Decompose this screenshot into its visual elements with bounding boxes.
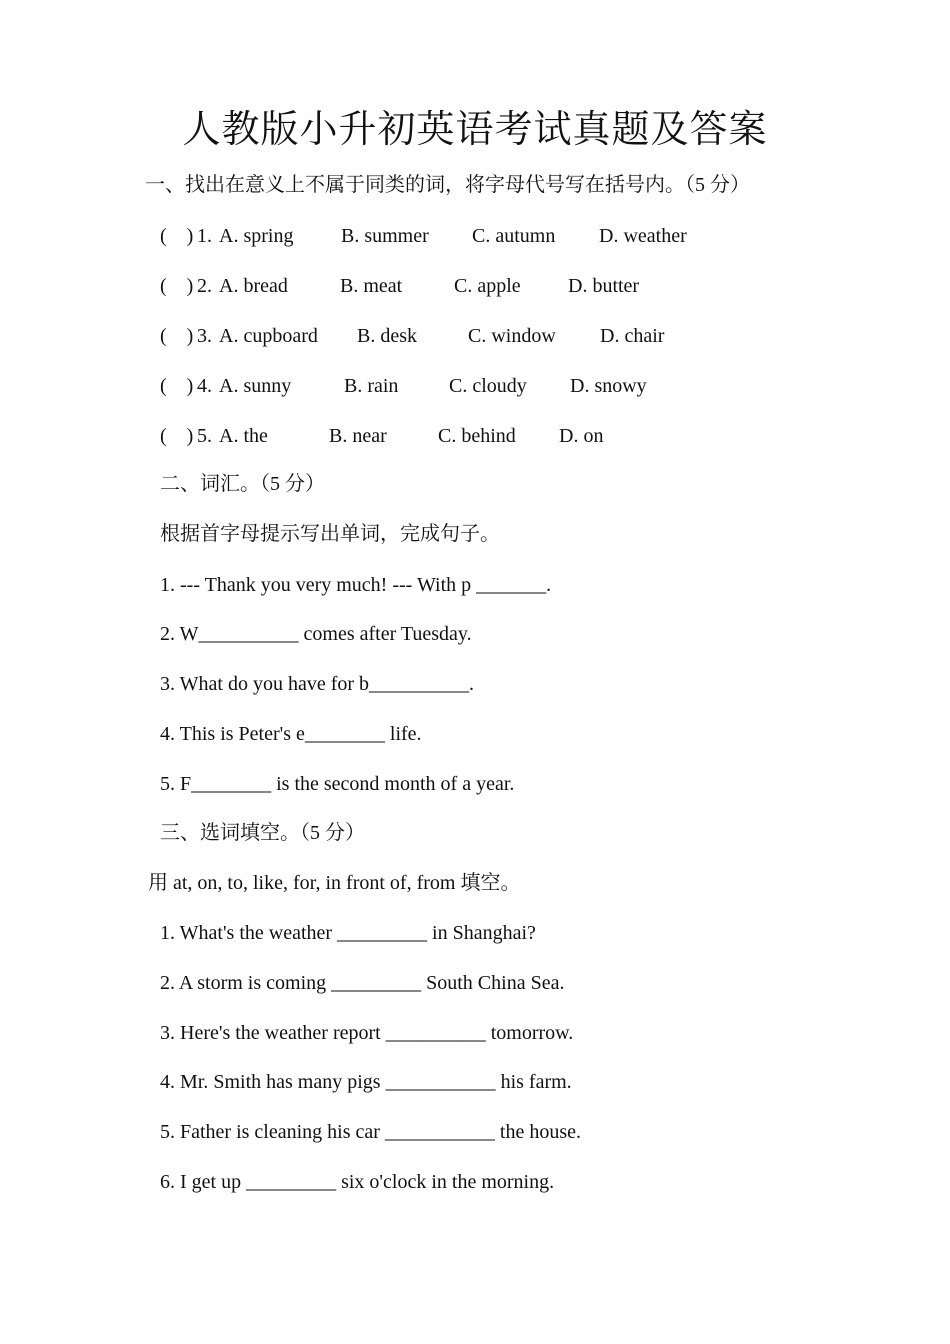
option-b: B. summer — [341, 225, 429, 247]
fill-item: 2. A storm is coming _________ South China Sea. — [160, 972, 565, 994]
item-number: 5. — [197, 425, 212, 447]
option-d: D. weather — [599, 225, 687, 247]
vocab-item: 5. F________ is the second month of a year. — [160, 773, 515, 795]
option-d: D. snowy — [570, 375, 647, 397]
choice-item — [160, 324, 860, 348]
option-d: D. butter — [568, 275, 640, 297]
option-c: C. window — [468, 325, 556, 347]
choice-item — [160, 274, 860, 298]
vocab-item: 1. --- Thank you very much! --- With p _______. — [160, 574, 552, 596]
section3-instruction: 用 at, on, to, like, for, in front of, from 填空。 — [148, 872, 521, 894]
item-number: 4. — [197, 375, 212, 397]
option-a: A. cupboard — [219, 325, 318, 347]
fill-item: 4. Mr. Smith has many pigs ___________ his farm. — [160, 1071, 572, 1093]
section2-instruction: 根据首字母提示写出单词，完成句子。 — [160, 523, 500, 545]
answer-paren: ( ) — [160, 375, 194, 397]
answer-paren: ( ) — [160, 425, 194, 447]
option-b: B. near — [329, 425, 387, 447]
fill-item: 5. Father is cleaning his car ___________ the house. — [160, 1121, 582, 1143]
section2-heading: 二、词汇。（5 分） — [160, 473, 325, 495]
option-a: A. bread — [219, 275, 288, 297]
answer-paren: ( ) — [160, 225, 194, 247]
option-a: A. spring — [219, 225, 294, 247]
option-a: A. the — [219, 425, 268, 447]
fill-item: 6. I get up _________ six o'clock in the morning. — [160, 1171, 555, 1193]
option-d: D. chair — [600, 325, 665, 347]
option-b: B. meat — [340, 275, 403, 297]
option-b: B. desk — [357, 325, 417, 347]
answer-paren: ( ) — [160, 275, 194, 297]
choice-item — [160, 374, 860, 398]
option-a: A. sunny — [219, 375, 292, 397]
vocab-item: 3. What do you have for b__________. — [160, 673, 475, 695]
option-b: B. rain — [344, 375, 399, 397]
item-number: 1. — [197, 225, 212, 247]
option-c: C. apple — [454, 275, 521, 297]
fill-item: 3. Here's the weather report __________ tomorrow. — [160, 1022, 574, 1044]
option-c: C. cloudy — [449, 375, 527, 397]
page-title: 人教版小升初英语考试真题及答案 — [182, 109, 768, 151]
choice-item — [160, 424, 860, 448]
option-c: C. behind — [438, 425, 516, 447]
fill-item: 1. What's the weather _________ in Shanghai? — [160, 922, 536, 944]
vocab-item: 2. W__________ comes after Tuesday. — [160, 623, 472, 645]
option-c: C. autumn — [472, 225, 556, 247]
item-number: 2. — [197, 275, 212, 297]
item-number: 3. — [197, 325, 212, 347]
section1-heading: 一、找出在意义上不属于同类的词，将字母代号写在括号内。（5 分） — [145, 174, 750, 196]
vocab-item: 4. This is Peter's e________ life. — [160, 723, 422, 745]
option-d: D. on — [559, 425, 604, 447]
section3-heading: 三、选词填空。（5 分） — [160, 822, 365, 844]
choice-item — [160, 224, 860, 248]
answer-paren: ( ) — [160, 325, 194, 347]
